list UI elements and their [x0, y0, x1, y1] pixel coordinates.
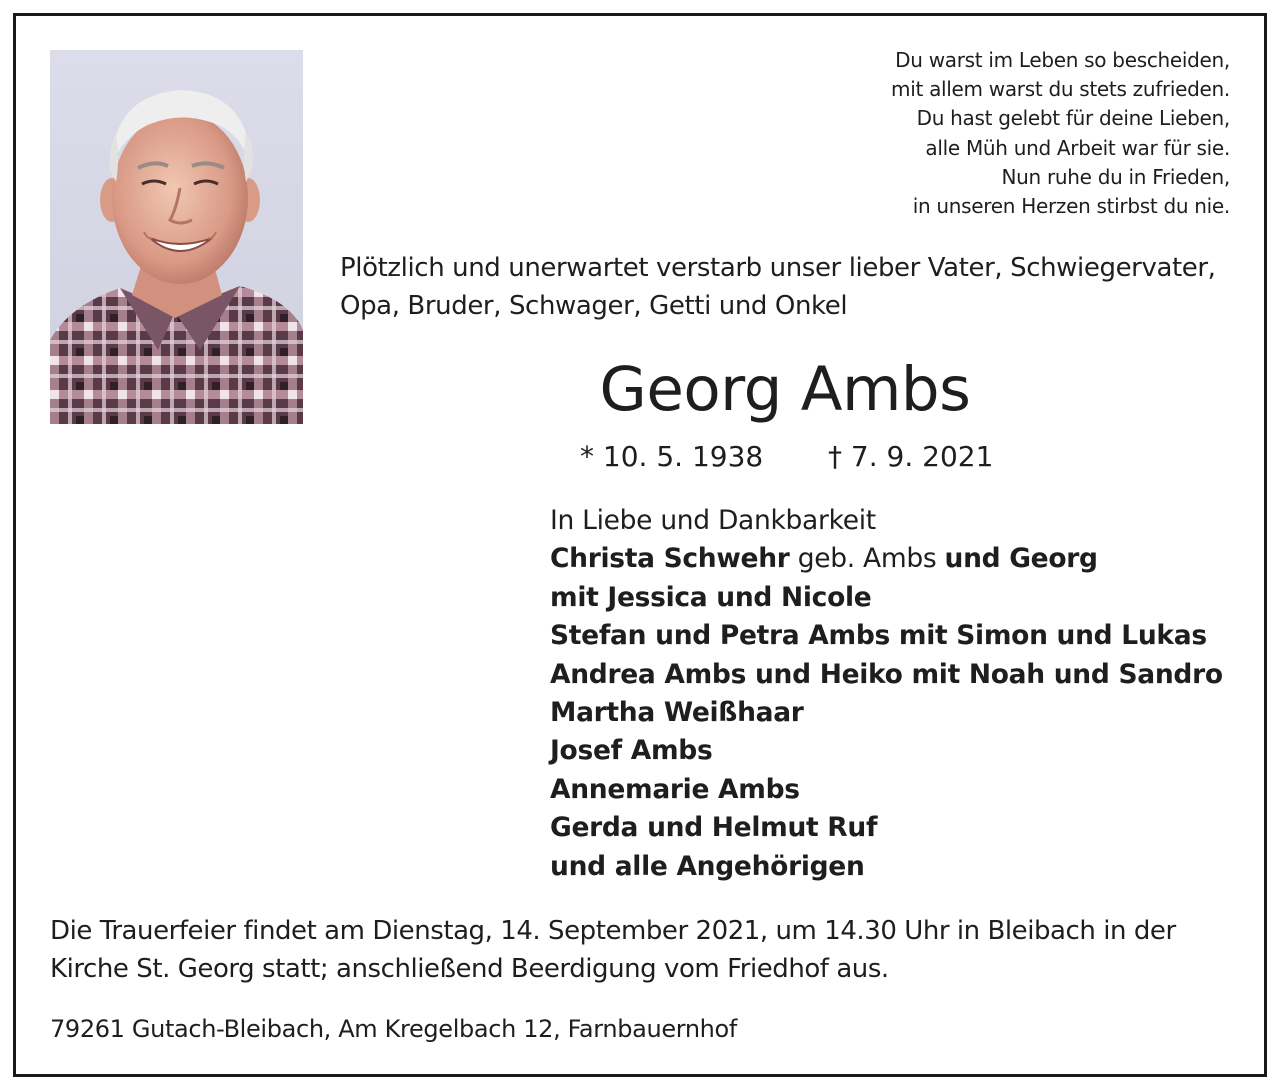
- ceremony-line: Kirche St. Georg statt; anschließend Beerdigung vom Friedhof aus.: [50, 954, 889, 984]
- address: 79261 Gutach-Bleibach, Am Kregelbach 12, Farnbauernhof: [50, 1015, 737, 1043]
- mourners-intro: In Liebe und Dankbarkeit: [550, 505, 876, 536]
- mourners-list: [550, 502, 1250, 886]
- intro-text: [340, 249, 1240, 325]
- poem-line: in unseren Herzen stirbst du nie.: [912, 194, 1230, 219]
- mourner-line: und alle Angehörigen: [550, 850, 865, 882]
- mourner-line: Josef Ambs: [550, 735, 713, 767]
- deceased-name: Georg Ambs: [599, 354, 971, 425]
- ceremony-line: Die Trauerfeier findet am Dienstag, 14. September 2021, um 14.30 Uhr in Bleibach in der: [50, 916, 1176, 946]
- poem-line: mit allem warst du stets zufrieden.: [891, 77, 1230, 102]
- mourner-line: Andrea Ambs und Heiko mit Noah und Sandro: [550, 658, 1223, 690]
- poem-line: Du warst im Leben so bescheiden,: [895, 48, 1230, 72]
- mourner-line: Annemarie Ambs: [550, 773, 800, 805]
- poem-line: alle Müh und Arbeit war für sie.: [925, 135, 1230, 160]
- poem: [730, 46, 1230, 221]
- death-date: † 7. 9. 2021: [828, 440, 994, 473]
- intro-line: Plötzlich und unerwartet verstarb unser lieber Vater, Schwiegervater,: [340, 253, 1216, 283]
- mourner-line: [550, 540, 1250, 578]
- mourner-line: Stefan und Petra Ambs mit Simon und Lukas: [550, 620, 1207, 652]
- intro-line: Opa, Bruder, Schwager, Getti und Onkel: [340, 291, 848, 321]
- mourner-line: mit Jessica und Nicole: [550, 581, 872, 613]
- mourner-name: Christa Schwehr: [550, 543, 790, 575]
- ceremony-info: [50, 912, 1240, 988]
- mourner-line: Martha Weißhaar: [550, 697, 804, 729]
- birth-date: * 10. 5. 1938: [580, 440, 764, 473]
- mourner-name: und Georg: [944, 543, 1098, 575]
- maiden-name: geb. Ambs: [789, 543, 945, 575]
- mourner-line: Gerda und Helmut Ruf: [550, 812, 878, 844]
- poem-line: Du hast gelebt für deine Lieben,: [916, 106, 1230, 131]
- portrait-photo: [50, 50, 303, 424]
- poem-line: Nun ruhe du in Frieden,: [1001, 164, 1230, 189]
